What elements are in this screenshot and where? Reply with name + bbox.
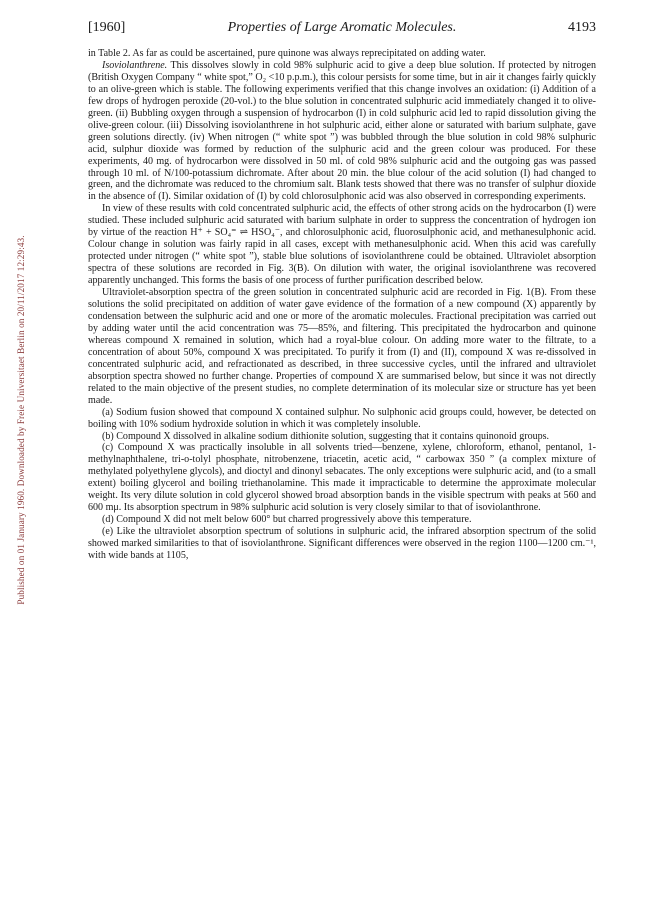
page-number: 4193 xyxy=(568,20,596,35)
article-body xyxy=(88,48,596,562)
header-year: [1960] xyxy=(88,20,126,35)
paper-page xyxy=(88,18,596,562)
paragraph-isoviolanthrene xyxy=(88,60,596,203)
section-title-isoviolanthrene: Isoviolanthrene. xyxy=(102,59,168,71)
running-header xyxy=(88,18,596,42)
download-notice xyxy=(14,120,28,720)
paragraph-strong-acids: In view of these results with cold concentrated sulphuric acid, the effects of other strong acids on the hydrocarbon (I) were studied. These included sulphuric acid saturated with barium sulphate in order to suppress the concentration of hydrogen ion by virtue of the reaction H⁺ + SO₄⁼ ⇌ HSO₄⁻, and chlorosulphonic acid, fluorosulphonic acid, and methanesulphonic acid. Colour change in solution was fairly rapid in all cases, except with methanesulphonic acid. When this acid was carefully protected under nitrogen (“ white spot ”), stable blue solutions of isoviolanthrene could be obtained. Ultraviolet absorption spectra of these solutions are recorded in Fig. 3(B). On dilution with water, the original isoviolanthrene was recovered apparently unchanged. This forms the basis of one process of further purification described below. xyxy=(88,203,596,287)
paragraph-isoviolanthrene-text: This dissolves slowly in cold 98% sulphuric acid to give a deep blue solution. If protected by nitrogen (British Oxygen Company “ white spot,” O₂ <10 p.p.m.), this colour persists for some time, but in air it changes fairly quickly to an olive-green which is stable. The following experiments verified that this change involves an oxidation: (i) Addition of a few drops of hydrogen peroxide (20-vol.) to the blue solution in concentrated sulphuric acid immediately changed it to olive-green. (ii) Bubbling oxygen through a suspension of hydrocarbon (I) in cold sulphuric acid led to rapid dissolution giving the olive-green colour. (iii) Dissolving isoviolanthrene in hot sulphuric acid, either alone or saturated with barium sulphate, gave green solutions directly. (iv) When nitrogen (“ white spot ”) was bubbled through the blue solution in cold 98% sulphuric acid, sulphur dioxide was formed by reduction of the sulphuric acid and the green colour was produced. For these experiments, 40 mg. of hydrocarbon were dissolved in 50 ml. of cold 98% sulphuric acid and the outgoing gas was passed through 10 ml. of N/100-potassium dichromate. After about 20 min. the blue colour of the acid solution (I) had changed to green, and the dichromate was reduced to the chromium salt. Blank tests showed that there was no transfer of sulphur dioxide in the absence of (I). Similar oxidation of (I) by cold chlorosulphonic acid was also observed in corresponding experiments. xyxy=(88,59,596,203)
item-a-sodium-fusion: (a) Sodium fusion showed that compound X contained sulphur. No sulphonic acid groups could, however, be detected on boiling with 10% sodium hydroxide solution in which it was completely insoluble. xyxy=(88,406,596,430)
paragraph-uv-spectra: Ultraviolet-absorption spectra of the green solution in concentrated sulphuric acid are recorded in Fig. 1(B). From these solutions the solid precipitated on addition of water gave evidence of the formation of a new compound (X) apparently by condensation between the sulphuric acid and one or more of the aromatic molecules. Fractional precipitation was carried out by adding water until the acid concentration was 75—85%, and filtering. This precipitated the hydrocarbon and quinone whereas compound X remained in solution, which had a royal-blue colour. On adding more water to the filtrate, to a concentration of about 50%, compound X was precipitated. To purify it from (I) and (II), compound X was re-dissolved in concentrated sulphuric acid, and refractionated as described, in three successive cycles, until the infrared and ultraviolet absorption spectra showed no further change. Properties of compound X are summarised below, but since it was not directly related to the main objective of the present studies, no complete determination of its molecular size or structure has yet been made. xyxy=(88,287,596,406)
item-e-infrared: (e) Like the ultraviolet absorption spectrum of solutions in sulphuric acid, the infrared absorption spectrum of the solid showed marked similarities to that of isoviolanthrone. Significant differences were observed in the region 1100—1200 cm.⁻¹, with wide bands at 1105, xyxy=(88,526,596,562)
download-notice-text: Published on 01 January 1960. Downloaded by Freie Universitaet Berlin on 20/11/2017 12:29:43. xyxy=(16,235,26,605)
paragraph-continuation: in Table 2. As far as could be ascertained, pure quinone was always reprecipitated on adding water. xyxy=(88,48,486,59)
item-c-solubility: (c) Compound X was practically insoluble in all solvents tried—benzene, xylene, chloroform, ethanol, pentanol, 1-methylnaphthalene, tri-o-tolyl phosphate, nitrobenzene, triacetin, acetic acid, “ carbowax 350 ” (a complex mixture of methylated polyethylene glycols), and dioctyl and dinonyl sebacates. The only exceptions were sulphuric acid, and (to a small extent) boiling glycerol and boiling triethanolamine. This made it impracticable to determine the approximate molecular weight. Its very dilute solution in cold glycerol showed broad absorption bands in the visible spectrum with peaks at 560 and 600 mμ. Its absorption spectrum in 98% sulphuric acid solution is very closely similar to that of isoviolanthrone. xyxy=(88,442,596,514)
header-title: Properties of Large Aromatic Molecules. xyxy=(227,20,457,35)
item-b-dithionite: (b) Compound X dissolved in alkaline sodium dithionite solution, suggesting that it contains quinonoid groups. xyxy=(102,430,550,442)
item-d-melting: (d) Compound X did not melt below 600° but charred progressively above this temperature. xyxy=(102,514,472,526)
